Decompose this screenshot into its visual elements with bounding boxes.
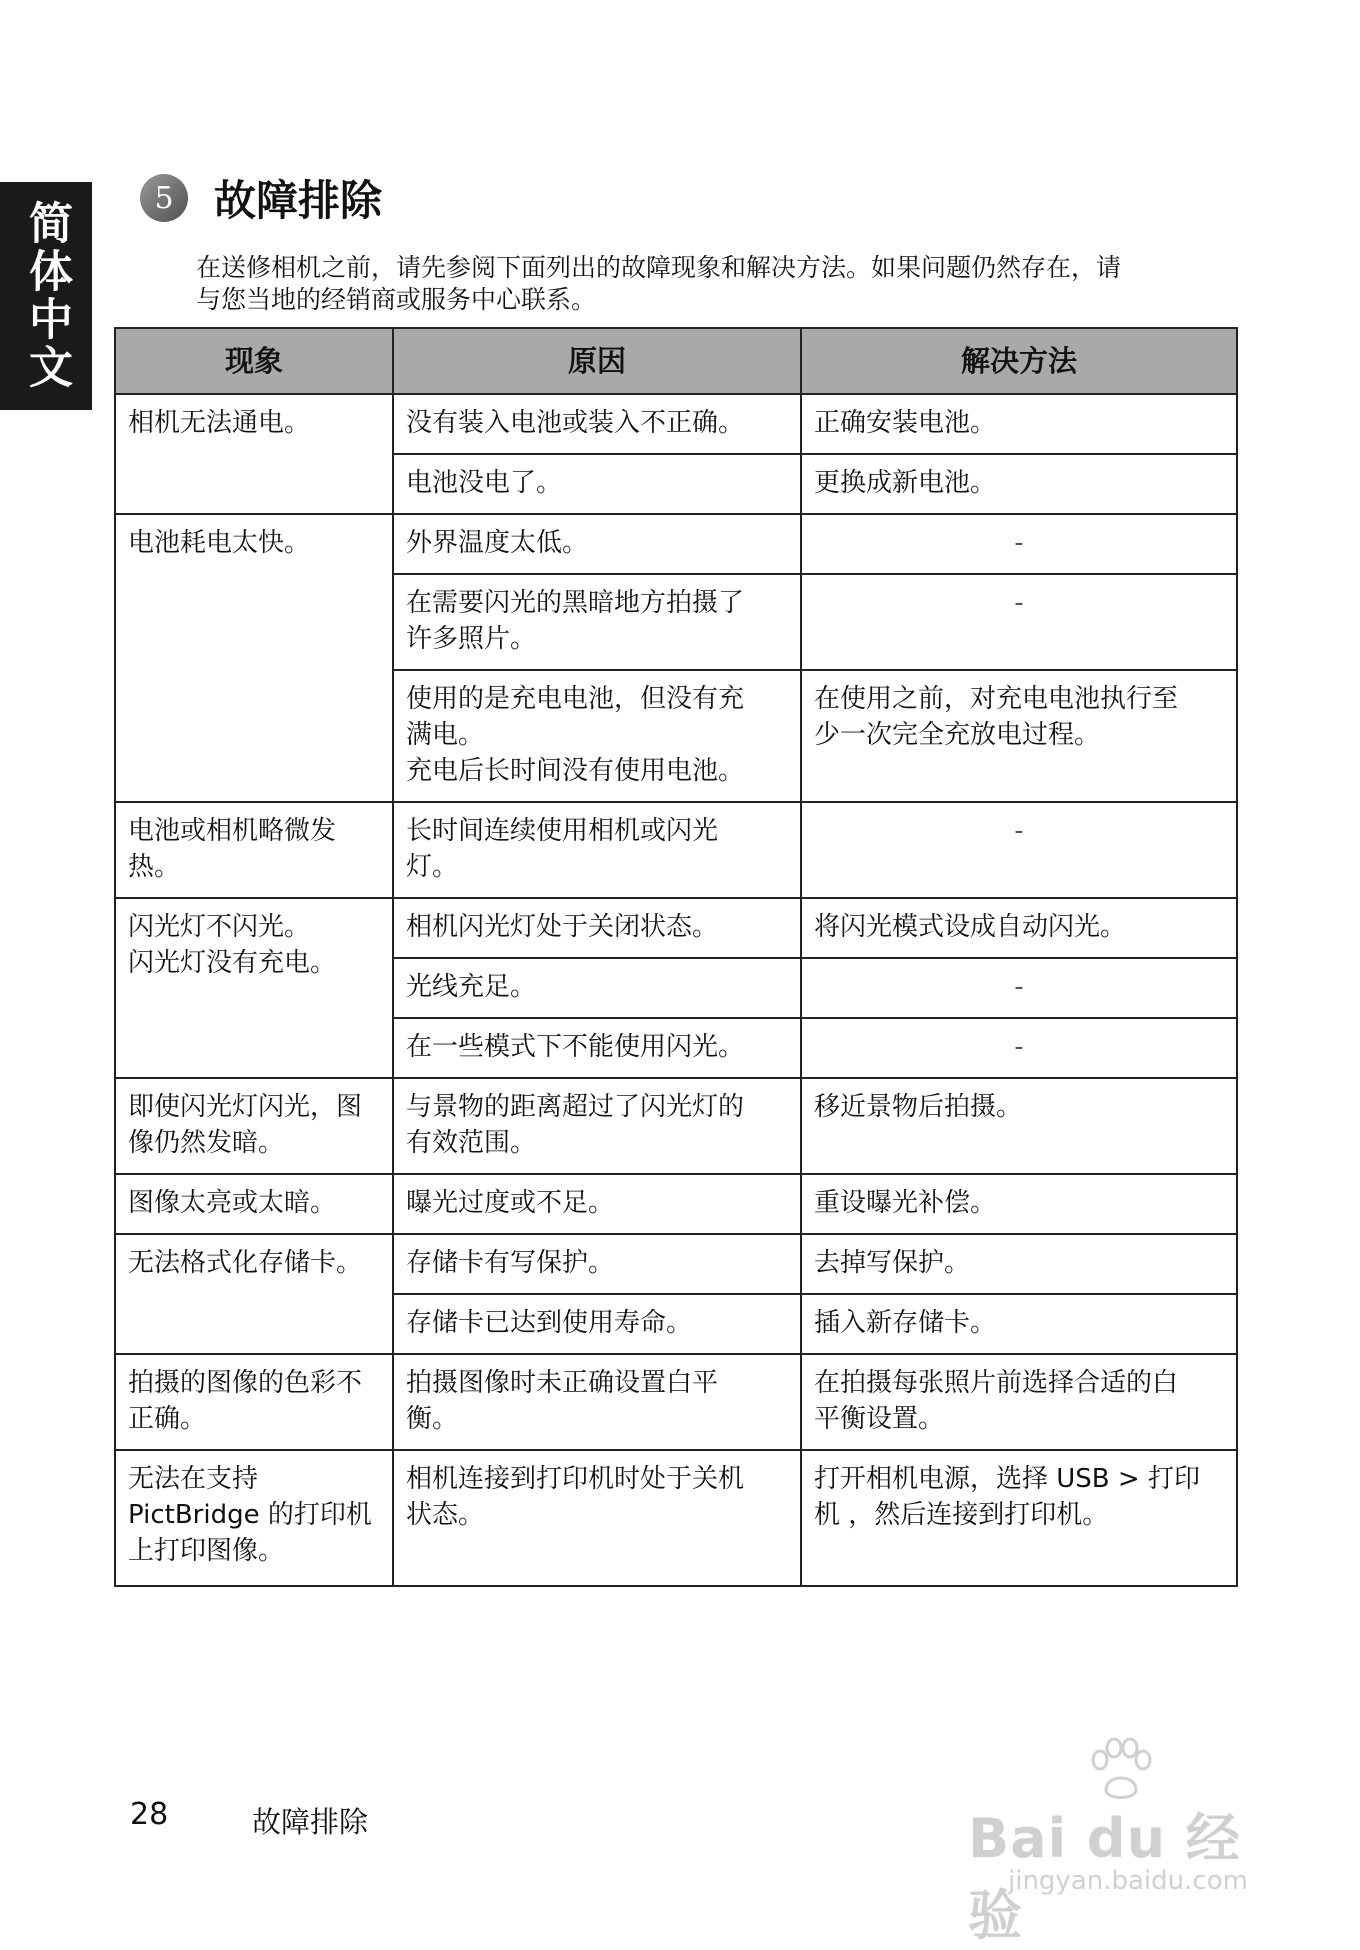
table-row [115,1450,1237,1586]
cause-cell: 光线充足。 [393,958,801,1018]
language-side-tab [0,182,92,410]
page-title: 故障排除 [214,176,383,225]
symptom-cell: 无法在支持 PictBridge 的打印机 上打印图像。 [115,1450,393,1586]
solution-cell: - [801,1018,1237,1078]
cause-cell: 电池没电了。 [393,454,801,514]
troubleshooting-table [114,327,1238,1587]
table-row [115,1354,1237,1450]
solution-cell: 移近景物后拍摄。 [801,1078,1237,1174]
baidu-watermark [968,1738,1288,1947]
table-row [115,1234,1237,1294]
solution-cell: - [801,514,1237,574]
solution-cell: - [801,802,1237,898]
cause-cell: 没有装入电池或装入不正确。 [393,394,801,454]
table-row [115,898,1237,958]
solution-cell: 插入新存储卡。 [801,1294,1237,1354]
symptom-cell: 图像太亮或太暗。 [115,1174,393,1234]
solution-cell: 将闪光模式设成自动闪光。 [801,898,1237,958]
symptom-cell: 即使闪光灯闪光，图 像仍然发暗。 [115,1078,393,1174]
page-number: 28 [130,1797,169,1832]
table-row [115,514,1237,574]
table-row [115,394,1237,454]
intro-paragraph: 在送修相机之前，请先参阅下面列出的故障现象和解决方法。如果问题仍然存在，请 与您当地的经销商或服务中心联系。 [196,253,1122,314]
table-row [115,802,1237,898]
solution-cell: 正确安装电池。 [801,394,1237,454]
solution-cell: - [801,958,1237,1018]
watermark-url: jingyan.baidu.com [1008,1866,1248,1896]
header-symptom: 现象 [115,328,393,394]
symptom-cell: 电池耗电太快。 [115,514,393,802]
cause-cell: 曝光过度或不足。 [393,1174,801,1234]
symptom-cell: 无法格式化存储卡。 [115,1234,393,1354]
cause-cell: 相机连接到打印机时处于关机 状态。 [393,1450,801,1586]
symptom-cell: 拍摄的图像的色彩不 正确。 [115,1354,393,1450]
footer-title: 故障排除 [252,1805,369,1839]
header-solution: 解决方法 [801,328,1237,394]
table-header-row [115,328,1237,394]
solution-cell: 去掉写保护。 [801,1234,1237,1294]
table-row [115,1078,1237,1174]
cause-cell: 使用的是充电电池，但没有充 满电。 充电后长时间没有使用电池。 [393,670,801,802]
cause-cell: 与景物的距离超过了闪光灯的 有效范围。 [393,1078,801,1174]
section-number-badge: 5 [140,174,188,222]
cause-cell: 相机闪光灯处于关闭状态。 [393,898,801,958]
paw-icon [1086,1738,1156,1802]
solution-cell: 更换成新电池。 [801,454,1237,514]
solution-cell: 打开相机电源，选择 USB > 打印 机 ，然后连接到打印机。 [801,1450,1237,1586]
solution-cell: 在使用之前，对充电电池执行至 少一次完全充放电过程。 [801,670,1237,802]
watermark-logo: Bai du 经验 [968,1807,1241,1947]
header-cause: 原因 [393,328,801,394]
cause-cell: 存储卡有写保护。 [393,1234,801,1294]
symptom-cell: 相机无法通电。 [115,394,393,514]
language-label: 简体中文 [21,200,72,392]
symptom-cell: 电池或相机略微发 热。 [115,802,393,898]
solution-cell: - [801,574,1237,670]
cause-cell: 外界温度太低。 [393,514,801,574]
cause-cell: 拍摄图像时未正确设置白平 衡。 [393,1354,801,1450]
cause-cell: 在需要闪光的黑暗地方拍摄了 许多照片。 [393,574,801,670]
table-row [115,1174,1237,1234]
section-heading [140,168,382,228]
cause-cell: 在一些模式下不能使用闪光。 [393,1018,801,1078]
cause-cell: 长时间连续使用相机或闪光 灯。 [393,802,801,898]
cause-cell: 存储卡已达到使用寿命。 [393,1294,801,1354]
solution-cell: 在拍摄每张照片前选择合适的白 平衡设置。 [801,1354,1237,1450]
symptom-cell: 闪光灯不闪光。 闪光灯没有充电。 [115,898,393,1078]
solution-cell: 重设曝光补偿。 [801,1174,1237,1234]
